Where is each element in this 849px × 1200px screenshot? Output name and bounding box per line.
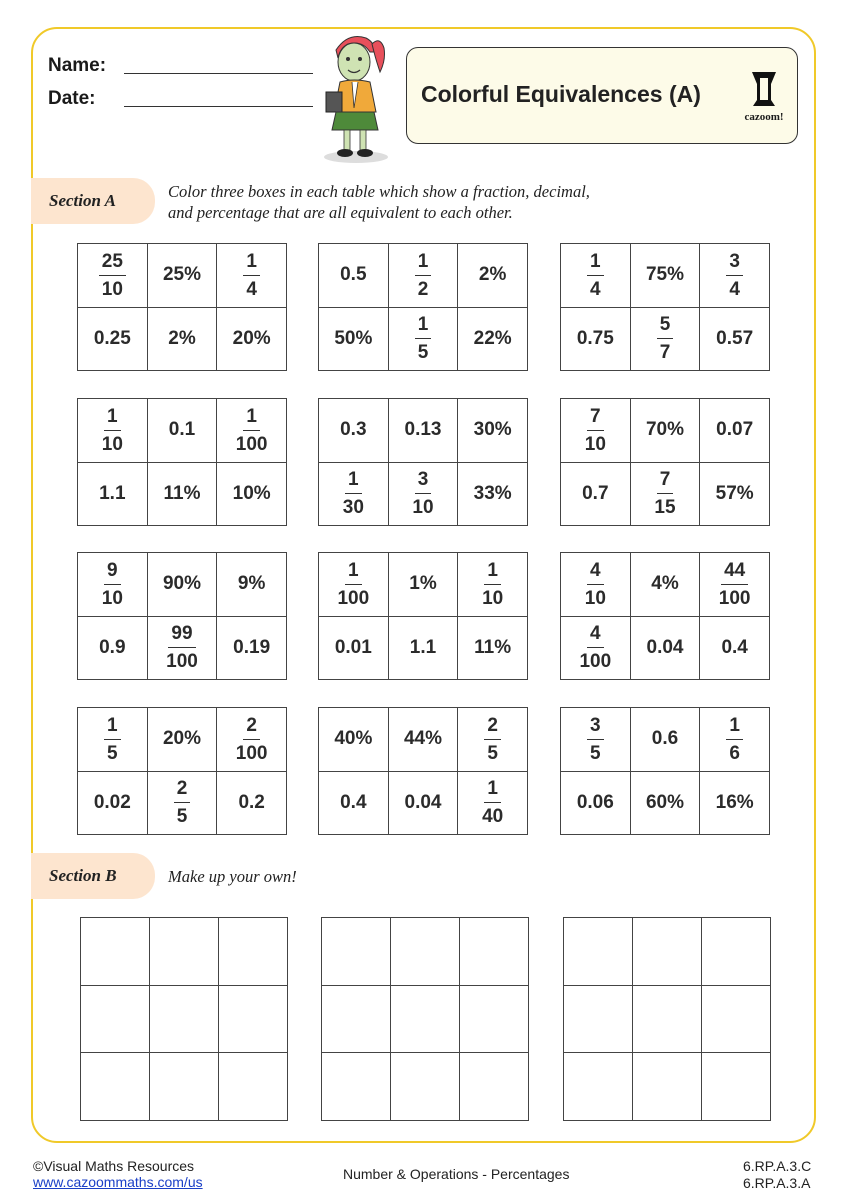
equivalence-cell[interactable] [631, 463, 701, 527]
fraction-numerator: 1 [345, 561, 362, 585]
student-mascot-illustration [318, 30, 398, 166]
equivalence-cell[interactable]: 50% [319, 308, 389, 372]
equivalence-cell[interactable]: 11% [148, 463, 218, 527]
fraction [99, 561, 126, 608]
fraction-numerator: 5 [657, 315, 674, 339]
footer-topic: Number & Operations - Percentages [343, 1166, 570, 1182]
blank-cell[interactable] [322, 918, 391, 986]
equivalence-cell[interactable]: 0.9 [78, 617, 148, 681]
equivalence-table [318, 707, 528, 835]
equivalence-table [77, 398, 287, 526]
fraction [163, 624, 201, 671]
name-label: Name: [48, 55, 107, 76]
blank-cell[interactable] [81, 986, 150, 1054]
equivalence-cell[interactable]: 0.25 [78, 308, 148, 372]
equivalence-cell[interactable] [78, 399, 148, 463]
equivalence-cell[interactable]: 0.7 [561, 463, 631, 527]
fraction-numerator: 1 [104, 407, 121, 431]
equivalence-cell[interactable]: 0.4 [319, 772, 389, 836]
fraction [233, 716, 271, 763]
equivalence-cell[interactable] [78, 708, 148, 772]
fraction-denominator: 30 [342, 497, 364, 519]
equivalence-cell[interactable]: 33% [458, 463, 528, 527]
blank-cell[interactable] [633, 918, 702, 986]
date-line[interactable] [124, 106, 313, 107]
fraction-numerator: 1 [726, 716, 743, 740]
fraction-denominator: 5 [417, 342, 429, 364]
fraction-numerator: 1 [415, 252, 432, 276]
equivalence-cell[interactable] [319, 463, 389, 527]
fraction-denominator: 100 [166, 651, 198, 673]
equivalence-cell[interactable]: 2% [148, 308, 218, 372]
blank-cell[interactable] [219, 1053, 288, 1121]
fraction-numerator: 2 [243, 716, 260, 740]
equivalence-cell[interactable]: 1.1 [389, 617, 459, 681]
blank-cell[interactable] [702, 986, 771, 1054]
equivalence-cell[interactable]: 0.3 [319, 399, 389, 463]
fraction-numerator: 1 [484, 779, 501, 803]
fraction-numerator: 1 [345, 470, 362, 494]
section-b-tab: Section B [31, 853, 155, 899]
equivalence-cell[interactable] [78, 553, 148, 617]
fraction-denominator: 10 [584, 433, 606, 455]
equivalence-cell[interactable]: 0.13 [389, 399, 459, 463]
fraction-numerator: 3 [415, 470, 432, 494]
equivalence-cell[interactable]: 0.75 [561, 308, 631, 372]
fraction [726, 716, 743, 763]
fraction [587, 252, 604, 299]
fraction-denominator: 4 [590, 278, 601, 300]
fraction [340, 470, 367, 517]
fraction-denominator: 5 [107, 742, 118, 764]
equivalence-table [318, 243, 528, 371]
fraction [415, 252, 432, 299]
equivalence-cell[interactable]: 0.02 [78, 772, 148, 836]
equivalence-cell[interactable] [389, 463, 459, 527]
equivalence-cell[interactable]: 57% [700, 463, 770, 527]
blank-cell[interactable] [81, 1053, 150, 1121]
equivalence-cell[interactable] [319, 553, 389, 617]
equivalence-cell[interactable] [148, 617, 218, 681]
fraction [99, 252, 126, 299]
equivalence-cell[interactable] [700, 708, 770, 772]
fraction-numerator: 44 [721, 561, 748, 585]
equivalence-cell[interactable]: 0.19 [217, 617, 287, 681]
blank-cell[interactable] [322, 986, 391, 1054]
fraction-denominator: 10 [584, 587, 606, 609]
fraction-numerator: 1 [587, 252, 604, 276]
equivalence-cell[interactable]: 0.4 [700, 617, 770, 681]
equivalence-table [318, 552, 528, 680]
equivalence-cell[interactable]: 75% [631, 244, 701, 308]
footer-standard-2: 6.RP.A.3.A [743, 1175, 811, 1191]
fraction [582, 561, 609, 608]
equivalence-cell[interactable]: 30% [458, 399, 528, 463]
equivalence-cell[interactable] [458, 772, 528, 836]
worksheet-title: Colorful Equivalences (A) [421, 81, 701, 107]
fraction-numerator: 9 [104, 561, 121, 585]
fraction [484, 716, 501, 763]
blank-table [80, 917, 288, 1121]
blank-cell[interactable] [219, 918, 288, 986]
equivalence-cell[interactable] [561, 553, 631, 617]
title-box [406, 47, 798, 144]
fraction [726, 252, 743, 299]
equivalence-cell[interactable]: 60% [631, 772, 701, 836]
fraction-denominator: 10 [412, 497, 434, 519]
fraction-denominator: 100 [718, 587, 751, 609]
equivalence-cell[interactable]: 40% [319, 708, 389, 772]
fraction-numerator: 2 [484, 716, 501, 740]
cazoom-logo-icon [749, 70, 779, 108]
fraction-denominator: 10 [101, 433, 123, 455]
fraction-denominator: 40 [482, 806, 504, 828]
cazoom-logo [741, 70, 787, 122]
equivalence-cell[interactable]: 22% [458, 308, 528, 372]
equivalence-cell[interactable]: 0.04 [631, 617, 701, 681]
footer-copyright: ©Visual Maths Resources [33, 1158, 195, 1174]
equivalence-cell[interactable] [458, 553, 528, 617]
equivalence-table [77, 243, 287, 371]
fraction-numerator: 1 [484, 561, 501, 585]
equivalence-cell[interactable] [217, 244, 287, 308]
fraction-denominator: 5 [176, 806, 188, 828]
footer-url-link[interactable]: www.cazoommaths.com/us [33, 1174, 203, 1190]
fraction [716, 561, 754, 608]
fraction-numerator: 1 [243, 252, 260, 276]
equivalence-cell[interactable] [458, 708, 528, 772]
fraction-numerator: 1 [104, 716, 121, 740]
fraction-denominator: 100 [235, 433, 268, 455]
blank-cell[interactable] [150, 918, 219, 986]
equivalence-cell[interactable]: 90% [148, 553, 218, 617]
equivalence-cell[interactable]: 9% [217, 553, 287, 617]
equivalence-cell[interactable] [631, 308, 701, 372]
equivalence-table [560, 398, 770, 526]
equivalence-cell[interactable]: 25% [148, 244, 218, 308]
equivalence-cell[interactable] [561, 399, 631, 463]
blank-cell[interactable] [564, 1053, 633, 1121]
equivalence-cell[interactable]: 0.06 [561, 772, 631, 836]
blank-cell[interactable] [633, 1053, 702, 1121]
section-a-tab: Section A [31, 178, 155, 224]
fraction [174, 779, 191, 826]
fraction-denominator: 10 [101, 587, 123, 609]
fraction-numerator: 7 [587, 407, 604, 431]
blank-cell[interactable] [460, 986, 529, 1054]
equivalence-cell[interactable]: 1.1 [78, 463, 148, 527]
equivalence-cell[interactable] [217, 708, 287, 772]
blank-cell[interactable] [81, 918, 150, 986]
equivalence-cell[interactable]: 0.01 [319, 617, 389, 681]
fraction [99, 407, 126, 454]
fraction-denominator: 5 [487, 742, 498, 764]
section-a-instruction-line-1: Color three boxes in each table which show a fraction, decimal, [168, 182, 590, 201]
equivalence-table [77, 552, 287, 680]
section-a-instruction-line-2: and percentage that are all equivalent to each other. [168, 203, 513, 222]
fraction-numerator: 7 [657, 470, 674, 494]
fraction-numerator: 1 [243, 407, 260, 431]
equivalence-cell[interactable]: 16% [700, 772, 770, 836]
equivalence-cell[interactable]: 20% [148, 708, 218, 772]
equivalence-table [560, 243, 770, 371]
blank-cell[interactable] [460, 918, 529, 986]
fraction-numerator: 4 [587, 561, 604, 585]
fraction-denominator: 2 [417, 278, 429, 300]
equivalence-cell[interactable]: 1% [389, 553, 459, 617]
equivalence-cell[interactable] [561, 617, 631, 681]
blank-cell[interactable] [219, 986, 288, 1054]
section-a-instructions [168, 181, 590, 223]
blank-cell[interactable] [391, 986, 460, 1054]
blank-table [563, 917, 771, 1121]
fraction-denominator: 10 [482, 587, 504, 609]
fraction-numerator: 1 [415, 315, 432, 339]
fraction [587, 716, 604, 763]
fraction-numerator: 4 [587, 624, 604, 648]
equivalence-cell[interactable] [561, 244, 631, 308]
fraction [576, 624, 614, 671]
equivalence-cell[interactable]: 0.07 [700, 399, 770, 463]
blank-cell[interactable] [391, 1053, 460, 1121]
fraction [479, 561, 506, 608]
section-b-instructions: Make up your own! [168, 867, 297, 886]
equivalence-cell[interactable] [217, 399, 287, 463]
fraction-denominator: 5 [590, 742, 601, 764]
equivalence-cell[interactable]: 4% [631, 553, 701, 617]
equivalence-cell[interactable]: 0.6 [631, 708, 701, 772]
equivalence-cell[interactable]: 2% [458, 244, 528, 308]
fraction [657, 315, 674, 362]
equivalence-cell[interactable]: 0.5 [319, 244, 389, 308]
fraction [104, 716, 121, 763]
equivalence-cell[interactable] [700, 553, 770, 617]
blank-cell[interactable] [702, 1053, 771, 1121]
logo-text: cazoom! [744, 111, 784, 123]
blank-cell[interactable] [391, 918, 460, 986]
fraction [334, 561, 372, 608]
fraction-denominator: 100 [235, 742, 268, 764]
equivalence-table [560, 552, 770, 680]
fraction [479, 779, 506, 826]
fraction-denominator: 100 [337, 587, 370, 609]
fraction-denominator: 7 [659, 342, 671, 364]
fraction [409, 470, 436, 517]
blank-cell[interactable] [564, 918, 633, 986]
blank-table [321, 917, 529, 1121]
equivalence-cell[interactable]: 10% [217, 463, 287, 527]
fraction-numerator: 3 [587, 716, 604, 740]
fraction-denominator: 6 [729, 742, 740, 764]
date-label: Date: [48, 88, 96, 109]
equivalence-cell[interactable]: 0.1 [148, 399, 218, 463]
footer-standard-1: 6.RP.A.3.C [743, 1158, 812, 1174]
fraction-denominator: 10 [101, 278, 123, 300]
equivalence-cell[interactable]: 70% [631, 399, 701, 463]
blank-cell[interactable] [564, 986, 633, 1054]
equivalence-table [77, 707, 287, 835]
equivalence-cell[interactable]: 0.57 [700, 308, 770, 372]
equivalence-table [318, 398, 528, 526]
equivalence-cell[interactable] [561, 708, 631, 772]
blank-cell[interactable] [322, 1053, 391, 1121]
equivalence-cell[interactable]: 11% [458, 617, 528, 681]
fraction [651, 470, 678, 517]
equivalence-table [560, 707, 770, 835]
fraction [415, 315, 432, 362]
fraction [233, 407, 271, 454]
equivalence-cell[interactable] [148, 772, 218, 836]
fraction [243, 252, 260, 299]
equivalence-cell[interactable]: 20% [217, 308, 287, 372]
fraction [582, 407, 609, 454]
equivalence-cell[interactable]: 44% [389, 708, 459, 772]
blank-cell[interactable] [702, 918, 771, 986]
fraction-numerator: 25 [99, 252, 126, 276]
fraction-numerator: 2 [174, 779, 191, 803]
fraction-denominator: 4 [729, 278, 740, 300]
equivalence-cell[interactable]: 0.2 [217, 772, 287, 836]
blank-cell[interactable] [150, 986, 219, 1054]
equivalence-cell[interactable] [78, 244, 148, 308]
fraction-numerator: 99 [168, 624, 195, 648]
blank-cell[interactable] [460, 1053, 529, 1121]
fraction-numerator: 3 [726, 252, 743, 276]
equivalence-cell[interactable] [700, 244, 770, 308]
fraction-denominator: 100 [579, 651, 612, 673]
equivalence-cell[interactable] [389, 244, 459, 308]
name-line[interactable] [124, 73, 313, 74]
blank-cell[interactable] [150, 1053, 219, 1121]
blank-cell[interactable] [633, 986, 702, 1054]
equivalence-cell[interactable] [389, 308, 459, 372]
fraction-denominator: 4 [246, 278, 257, 300]
equivalence-cell[interactable]: 0.04 [389, 772, 459, 836]
fraction-denominator: 15 [654, 497, 676, 519]
